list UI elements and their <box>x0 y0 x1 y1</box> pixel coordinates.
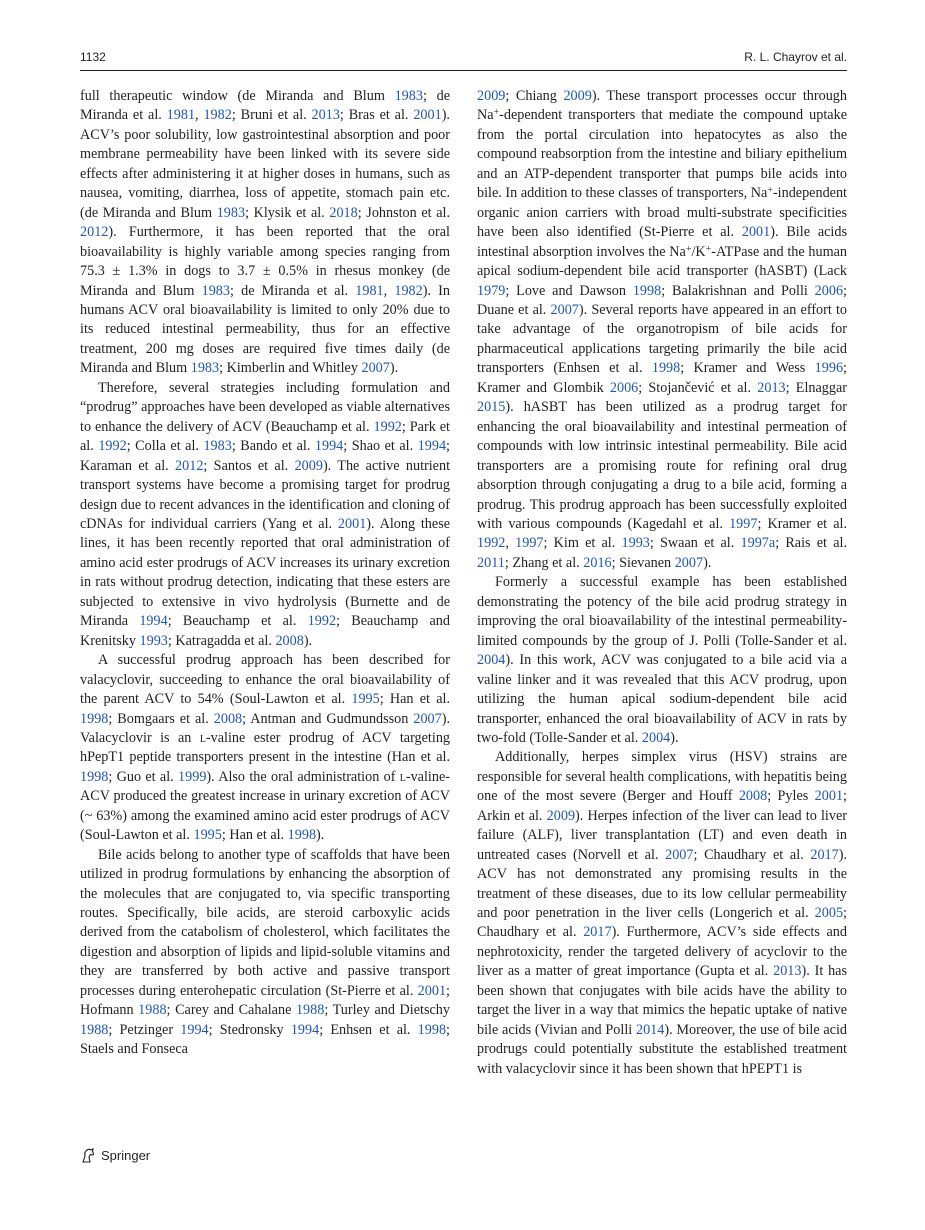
citation-link[interactable]: 2017 <box>810 846 839 863</box>
citation-link[interactable]: 2001 <box>741 224 771 241</box>
citation-link[interactable]: 2017 <box>583 924 612 941</box>
citation-link[interactable]: 1998 <box>80 710 109 727</box>
citation-link[interactable]: 2006 <box>609 379 639 396</box>
body-paragraph: full therapeutic window (de Miranda and Blum 1983; de Miranda et al. 1981, 1982; Bruni et al. 2013; Bras et al. 2001). ACV’s poor solubility, low gastrointestinal absorption and poor membrane permeability have been linked with its severe side effects after administering it at higher doses in humans, such as nausea, vomiting, diarrhea, loss of appetite, stomach pain etc. (de Miranda and Blum 1983; Klysik et al. 2018; Johnston et al. 2012). Furthermore, it has been reported that the oral bioavailability is highly variable among species ranging from 75.3 ± 1.3% in dogs to 3.7 ± 0.5% in rhesus monkey (de Miranda and Blum 1983; de Miranda et al. 1981, 1982). In humans ACV oral bioavailability is limited to only 20% due to its reduced intestinal permeability, thus for an effective treatment, 200 mg doses are required five times daily (de Miranda and Blum 1983; Kimberlin and Whitley 2007). <box>80 88 451 377</box>
citation-link[interactable]: 1998 <box>287 827 317 844</box>
citation-link[interactable]: 2009 <box>477 88 506 104</box>
citation-link[interactable]: 2004 <box>477 652 506 669</box>
springer-horse-icon <box>80 1147 97 1164</box>
body-paragraph: Therefore, several strategies including formulation and “prodrug” approaches have been developed as viable alternatives to enhance the delivery of ACV (Beauchamp et al. 1992; Park et al. 1992; Colla et al. 1983; Bando et al. 1994; Shao et al. 1994; Karaman et al. 2012; Santos et al. 2009). The active nutrient transport systems have become a promising target for prodrug design due to recent advances in the identification and cloning of cDNAs for individual carriers (Yang et al. 2001). Along these lines, it has been recently reported that oral administration of amino acid ester prodrugs of ACV increases its urinary excretion in rats without prodrug detection, indicating that these esters are subjected to extensive in vivo hydrolysis (Burnette and de Miranda 1994; Beauchamp et al. 1992; Beauchamp and Krenitsky 1993; Katragadda et al. 2008). <box>80 379 451 649</box>
citation-link[interactable]: 1995 <box>193 827 222 844</box>
citation-link[interactable]: 1992 <box>307 613 337 630</box>
citation-link[interactable]: 1996 <box>814 360 844 377</box>
citation-link[interactable]: 1992 <box>98 438 127 455</box>
citation-link[interactable]: 2001 <box>413 107 442 124</box>
citation-link[interactable]: 2013 <box>757 379 786 396</box>
citation-link[interactable]: 1994 <box>139 613 168 630</box>
citation-link[interactable]: 2004 <box>641 729 671 746</box>
citation-link[interactable]: 1998 <box>80 768 109 785</box>
running-header <box>80 50 847 70</box>
citation-link[interactable]: 1995 <box>351 691 380 708</box>
citation-link[interactable]: 1994 <box>290 1021 320 1038</box>
citation-link[interactable]: 2013 <box>773 963 802 980</box>
citation-link[interactable]: 2008 <box>738 788 768 805</box>
citation-link[interactable]: 1997 <box>729 515 758 532</box>
citation-link[interactable]: 1992 <box>373 418 402 435</box>
citation-link[interactable]: 2018 <box>329 204 358 221</box>
citation-link[interactable]: 1998 <box>417 1021 447 1038</box>
citation-link[interactable]: 1979 <box>477 282 506 299</box>
citation-link[interactable]: 2005 <box>814 905 844 922</box>
citation-link[interactable]: 2007 <box>361 360 390 377</box>
citation-link[interactable]: 1988 <box>138 1002 167 1019</box>
citation-link[interactable]: 2013 <box>311 107 340 124</box>
citation-link[interactable]: 1994 <box>180 1021 209 1038</box>
publisher-name: Springer <box>101 1147 151 1163</box>
citation-link[interactable]: 1983 <box>201 282 230 299</box>
body-paragraph: Formerly a successful example has been established demonstrating the potency of the bile acid prodrug strategy in improving the oral bioavailability of the intestinal permeability-limited compounds by the group of J. Polli (Tolle-Sander et al. 2004). In this work, ACV was conjugated to a bile acid via a valine linker and it was revealed that this ACV prodrug, upon utilizing the human apical sodium-dependent bile acid transporter, enhanced the oral bioavailability of ACV in rats by two-fold (Tolle-Sander et al. 2004). <box>477 574 847 746</box>
citation-link[interactable]: 2008 <box>213 710 243 727</box>
left-column <box>80 87 450 1060</box>
citation-link[interactable]: 1982 <box>203 107 232 124</box>
citation-link[interactable]: 1982 <box>394 282 423 299</box>
citation-link[interactable]: 2012 <box>175 457 204 474</box>
citation-link[interactable]: 2012 <box>80 224 109 241</box>
citation-link[interactable]: 1993 <box>621 535 650 552</box>
citation-link[interactable]: 2014 <box>635 1021 665 1038</box>
citation-link[interactable]: 2015 <box>477 399 506 416</box>
body-paragraph: Bile acids belong to another type of scaffolds that have been utilized in prodrug formulations by enhancing the absorption of the molecules that are conjugated to, via specific transporting routes. Specifically, bile acids, are steroid carboxylic acids derived from the catabolism of cholesterol, which facilitates the digestion and absorption of lipids and lipid-soluble vitamins and they are transferred by both active and passive transport processes during enterohepatic circulation (St-Pierre et al. 2001; Hofmann 1988; Carey and Cahalane 1988; Turley and Dietschy 1988; Petzinger 1994; Stedronsky 1994; Enhsen et al. 1998; Staels and Fonseca <box>80 846 450 1058</box>
citation-link[interactable]: 1994 <box>417 438 447 455</box>
citation-link[interactable]: 2007 <box>674 554 704 571</box>
running-authors: R. L. Chayrov et al. <box>744 50 847 64</box>
citation-link[interactable]: 2001 <box>337 515 367 532</box>
citation-link[interactable]: 1983 <box>216 204 246 221</box>
citation-link[interactable]: 2009 <box>546 807 576 824</box>
citation-link[interactable]: 1983 <box>190 360 220 377</box>
citation-link[interactable]: 2016 <box>583 554 612 571</box>
citation-link[interactable]: 1993 <box>139 632 168 649</box>
page-number: 1132 <box>80 50 106 64</box>
citation-link[interactable]: 1998 <box>651 360 681 377</box>
citation-link[interactable]: 2011 <box>477 554 505 571</box>
citation-link[interactable]: 2001 <box>417 982 447 999</box>
citation-link[interactable]: 2007 <box>413 710 442 727</box>
right-column <box>477 87 847 1079</box>
citation-link[interactable]: 2009 <box>563 88 592 104</box>
header-rule <box>80 70 847 71</box>
citation-link[interactable]: 2001 <box>814 788 844 805</box>
citation-link[interactable]: 1981 <box>166 107 196 124</box>
citation-link[interactable]: 1988 <box>295 1002 325 1019</box>
citation-link[interactable]: 1992 <box>477 535 506 552</box>
citation-link[interactable]: 1983 <box>394 88 423 104</box>
citation-link[interactable]: 2009 <box>294 457 323 474</box>
body-paragraph: 2009; Chiang 2009). These transport processes occur through Na+-dependent transporters that mediate the compound uptake from the portal circulation into hepatocytes as also the compound reabsorption from the intestine and biliary epithelium and an ATP-dependent transporter that pumps bile acids into bile. In addition to these classes of transporters, Na+-independent organic anion carriers with broad multi-substrate specificities have been also identified (St-Pierre et al. 2001). Bile acids intestinal absorption involves the Na+/K+-ATPase and the human apical sodium-dependent bile acid transporter (hASBT) (Lack 1979; Love and Dawson 1998; Balakrishnan and Polli 2006; Duane et al. 2007). Several reports have appeared in an effort to take advantage of the organotropism of bile acids for pharmaceutical applications targeting primarily the bile acid transporters (Enhsen et al. 1998; Kramer and Wess 1996; Kramer and Glombik 2006; Stojančević et al. 2013; Elnaggar 2015). hASBT has been utilized as a prodrug target for enhancing the oral bioavailability and intestinal permeation of compounds with low intrinsic intestinal permeability. Bile acid transporters are a promising route for refining oral drug absorption through conjugating a drug to a bile acid, forming a prodrug. This prodrug approach has been successfully exploited with various compounds (Kagedahl et al. 1997; Kramer et al. 1992, 1997; Kim et al. 1993; Swaan et al. 1997a; Rais et al. 2011; Zhang et al. 2016; Sievanen 2007). <box>477 88 848 571</box>
citation-link[interactable]: 1998 <box>632 282 662 299</box>
citation-link[interactable]: 1997a <box>740 535 776 552</box>
citation-link[interactable]: 1999 <box>178 768 207 785</box>
citation-link[interactable]: 2008 <box>275 632 304 649</box>
footer <box>80 1145 150 1165</box>
citation-link[interactable]: 1988 <box>80 1021 109 1038</box>
citation-link[interactable]: 2007 <box>550 301 579 318</box>
citation-link[interactable]: 1983 <box>203 438 232 455</box>
citation-link[interactable]: 1994 <box>314 438 344 455</box>
citation-link[interactable]: 2007 <box>665 846 694 863</box>
body-paragraph: A successful prodrug approach has been described for valacyclovir, succeeding to enhance the oral bioavailability of the parent ACV to 54% (Soul-Lawton et al. 1995; Han et al. 1998; Bomgaars et al. 2008; Antman and Gudmundsson 2007). Valacyclovir is an l-valine ester prodrug of ACV targeting hPepT1 peptide transporters present in the intestine (Han et al. 1998; Guo et al. 1999). Also the oral administration of l-valine-ACV produced the greatest increase in urinary excretion of ACV (~ 63%) among the examined amino acid ester prodrugs of ACV (Soul-Lawton et al. 1995; Han et al. 1998). <box>80 652 451 844</box>
citation-link[interactable]: 1997 <box>515 535 544 552</box>
citation-link[interactable]: 2006 <box>814 282 844 299</box>
citation-link[interactable]: 1981 <box>355 282 384 299</box>
body-paragraph: Additionally, herpes simplex virus (HSV) strains are responsible for several health complications, with hepatitis being one of the most severe (Berger and Houff 2008; Pyles 2001; Arkin et al. 2009). Herpes infection of the liver can lead to liver failure (ALF), liver transplantation (LT) and even death in untreated cases (Norvell et al. 2007; Chaudhary et al. 2017). ACV has not demonstrated any promising results in the treatment of these diseases, due to its low cellular permeability and poor penetration in the liver cells (Longerich et al. 2005; Chaudhary et al. 2017). Furthermore, ACV’s side effects and nephrotoxicity, render the targeted delivery of acyclovir to the liver as a matter of great importance (Gupta et al. 2013). It has been shown that conjugates with bile acids have the ability to target the liver in a way that mimics the hepatic uptake of native bile acids (Vivian and Polli 2014). Moreover, the use of bile acid prodrugs could potentially substitute the established treatment with valacyclovir since it has been shown that hPEPT1 is <box>477 749 848 1077</box>
